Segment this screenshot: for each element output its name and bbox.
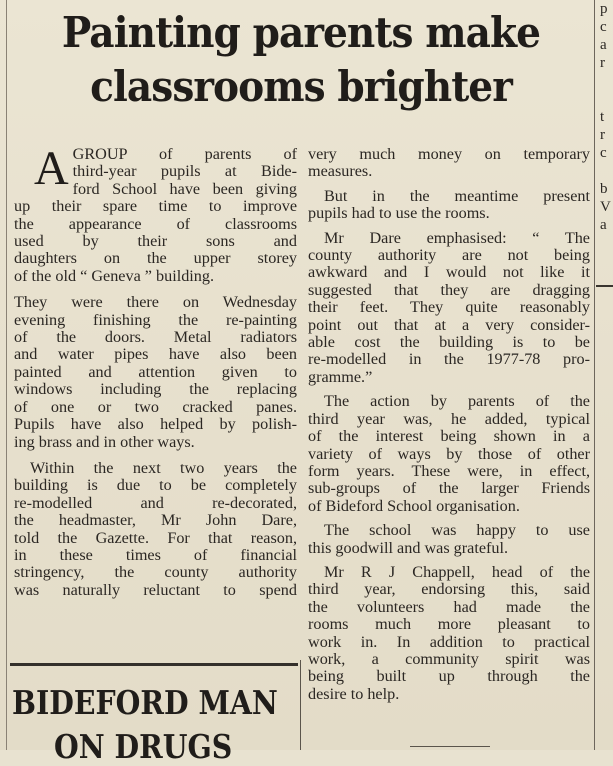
text-line: Pupils have also helped by polish- bbox=[14, 415, 297, 434]
text-line: third year was, he added, typical bbox=[308, 409, 590, 428]
paragraph-2 bbox=[14, 294, 297, 451]
text-line: the headmaster, Mr John Dare, bbox=[14, 511, 297, 530]
text-line: ing brass and in other ways. bbox=[14, 432, 195, 451]
text-line: and water pipes have also been bbox=[14, 345, 297, 364]
fragment-letter: b bbox=[600, 181, 608, 197]
text-line: evening finishing the re-painting bbox=[14, 310, 297, 329]
text-line: the volunteers had made the bbox=[308, 597, 590, 616]
headline-line-2: classrooms brighter bbox=[90, 62, 512, 111]
text-line: the appearance of classrooms bbox=[14, 214, 297, 233]
paragraph-8 bbox=[308, 522, 590, 557]
text-line: told the Gazette. For that reason, bbox=[14, 528, 297, 547]
column-divider-bottom bbox=[300, 660, 301, 750]
fragment-letter: c bbox=[600, 19, 607, 35]
text-line: of the doors. Metal radiators bbox=[14, 328, 297, 347]
text-line: Mr R J Chappell, head of the bbox=[324, 562, 590, 581]
text-line: The action by parents of the bbox=[324, 392, 590, 411]
text-line: They were there on Wednesday bbox=[14, 293, 297, 312]
text-line: up their spare time to improve bbox=[14, 197, 297, 216]
next-article-headline-line-2: ON DRUGS bbox=[54, 727, 233, 766]
text-line: gramme.” bbox=[308, 367, 373, 386]
text-line: building is due to be completely bbox=[14, 476, 297, 495]
text-line: third year, endorsing this, said bbox=[308, 580, 590, 599]
text-line: stringency, the county authority bbox=[14, 563, 297, 582]
paragraph-3 bbox=[14, 460, 297, 599]
paragraph-7 bbox=[308, 393, 590, 515]
text-line: very much money on temporary bbox=[308, 145, 590, 163]
next-article-headline-line-1: BIDEFORD MAN bbox=[12, 683, 278, 722]
paragraph-5 bbox=[308, 188, 590, 223]
text-line: windows including the replacing bbox=[14, 380, 297, 399]
text-line: work, a community spirit was bbox=[308, 649, 590, 668]
text-line: re-modelled in the 1977-78 pro- bbox=[308, 350, 590, 369]
paragraph-9 bbox=[308, 564, 590, 703]
text-line: third-year pupils at Bide- bbox=[72, 162, 297, 181]
text-line: desire to help. bbox=[308, 684, 400, 703]
fragment-letter: a bbox=[600, 37, 607, 53]
fragment-letter: V bbox=[600, 199, 611, 215]
article-headline bbox=[30, 6, 571, 114]
fragment-letter bbox=[600, 90, 613, 108]
text-line: suggested that they are dragging bbox=[308, 280, 590, 299]
adjacent-column-rule bbox=[596, 285, 613, 287]
text-line: But in the meantime present bbox=[324, 186, 590, 205]
text-line: daughters on the upper storey bbox=[14, 249, 297, 268]
text-line: this goodwill and was grateful. bbox=[308, 538, 509, 557]
article-end-rule bbox=[10, 663, 298, 666]
text-line: painted and attention given to bbox=[14, 362, 297, 381]
fragment-letter bbox=[600, 162, 613, 180]
fragment-letter: p bbox=[600, 1, 608, 17]
paragraph-4 bbox=[308, 146, 590, 181]
text-line: of Bideford School organisation. bbox=[308, 496, 520, 515]
article-column-2 bbox=[308, 146, 590, 703]
fragment-letter: r bbox=[600, 55, 605, 71]
text-line: variety of ways by those of other bbox=[308, 444, 590, 463]
text-line: of the interest being shown in a bbox=[308, 427, 590, 446]
text-line: of one or two cracked panes. bbox=[14, 397, 297, 416]
left-column-rule bbox=[6, 0, 7, 750]
paragraph-6 bbox=[308, 230, 590, 387]
text-line: of the old “ Geneva ” building. bbox=[14, 266, 215, 285]
text-line: Within the next two years the bbox=[30, 458, 297, 477]
text-line: pupils had to use the rooms. bbox=[308, 204, 490, 223]
headline-line-1: Painting parents make bbox=[61, 8, 541, 57]
text-line: re-modelled and re-decorated, bbox=[14, 493, 297, 512]
text-line: their feet. They quite reasonably bbox=[308, 298, 590, 317]
text-line: GROUP of parents of bbox=[72, 145, 297, 163]
text-line: awkward and I would not like it bbox=[308, 263, 590, 282]
text-line: point out that at a very consider- bbox=[308, 315, 590, 334]
text-line: ford School have been giving bbox=[72, 179, 297, 198]
fragment-letter: r bbox=[600, 127, 605, 143]
text-line: able cost the building is to be bbox=[308, 333, 590, 352]
fragment-letter: a bbox=[600, 217, 607, 233]
right-column-rule bbox=[594, 0, 595, 750]
text-line: form years. These were, in effect, bbox=[308, 461, 590, 480]
fragment-letter bbox=[600, 72, 613, 90]
adjacent-column-fragment bbox=[600, 0, 613, 234]
text-line: was naturally reluctant to spend bbox=[14, 580, 297, 599]
text-line: being built up through the bbox=[308, 667, 590, 686]
article-column-1 bbox=[14, 142, 297, 599]
column-end-rule bbox=[410, 746, 490, 747]
text-line: The school was happy to use bbox=[324, 521, 590, 540]
fragment-letter: t bbox=[600, 109, 605, 125]
text-line: sub-groups of the larger Friends bbox=[308, 479, 590, 498]
text-line: used by their sons and bbox=[14, 232, 297, 251]
fragment-letter: c bbox=[600, 145, 607, 161]
text-line: rooms much more pleasant to bbox=[308, 615, 590, 634]
paragraph-1 bbox=[14, 142, 297, 285]
text-line: in these times of financial bbox=[14, 545, 297, 564]
text-line: Mr Dare emphasised: “ The bbox=[324, 228, 590, 247]
drop-cap: A bbox=[34, 142, 69, 195]
text-line: county authority are not being bbox=[308, 246, 590, 265]
text-line: measures. bbox=[308, 162, 373, 181]
text-line: work in. In addition to practical bbox=[308, 632, 590, 651]
